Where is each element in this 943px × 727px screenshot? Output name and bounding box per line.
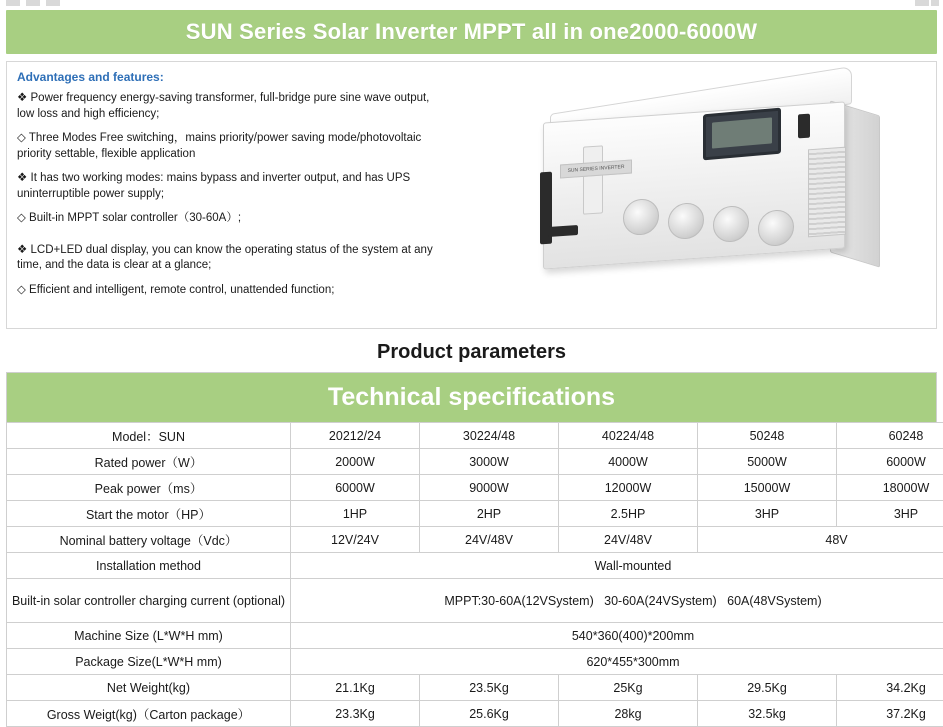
table-cell: 25Kg bbox=[559, 675, 698, 701]
product-title-banner bbox=[6, 10, 937, 54]
inverter-product-photo bbox=[498, 84, 918, 314]
table-cell: Wall-mounted bbox=[291, 553, 943, 579]
feature-item: ❖ Power frequency energy-saving transformer, full-bridge pure sine wave output, low loss and high efficiency; bbox=[17, 91, 437, 122]
feature-item: ❖ It has two working modes: mains bypass and inverter output, and has UPS uninterruptible power supply; bbox=[17, 171, 437, 202]
row-label: Built-in solar controller charging current (optional) bbox=[7, 579, 291, 623]
table-row bbox=[7, 623, 943, 649]
table-cell: 3HP bbox=[698, 501, 837, 527]
inverter-lcd-inner bbox=[712, 117, 772, 148]
table-cell: 34.2Kg bbox=[837, 675, 943, 701]
row-label: Peak power（ms） bbox=[7, 475, 291, 501]
table-cell: 28kg bbox=[559, 701, 698, 727]
table-cell: 1HP bbox=[291, 501, 420, 527]
advantages-panel bbox=[6, 61, 937, 329]
table-cell: 18000W bbox=[837, 475, 943, 501]
row-label: Package Size(L*W*H mm) bbox=[7, 649, 291, 675]
row-label: Net Weight(kg) bbox=[7, 675, 291, 701]
top-strip-tick bbox=[46, 0, 60, 6]
table-row bbox=[7, 649, 943, 675]
table-header-cell: 50248 bbox=[698, 423, 837, 449]
inverter-label: SUN SERIES INVERTER bbox=[560, 159, 632, 178]
inverter-vent bbox=[583, 145, 603, 214]
table-cell: 2000W bbox=[291, 449, 420, 475]
table-header-row bbox=[7, 423, 943, 449]
table-cell: 48V bbox=[698, 527, 943, 553]
table-header-cell: 60248 bbox=[837, 423, 943, 449]
table-cell: 12000W bbox=[559, 475, 698, 501]
advantages-heading: Advantages and features: bbox=[17, 70, 437, 84]
feature-item: ◇ Three Modes Free switching，mains priority/power saving mode/photovoltaic priority settable, flexible application bbox=[17, 131, 437, 162]
table-cell: 21.1Kg bbox=[291, 675, 420, 701]
table-cell: 24V/48V bbox=[420, 527, 559, 553]
table-cell: 25.6Kg bbox=[420, 701, 559, 727]
table-body bbox=[7, 423, 943, 727]
inverter-mount-bracket bbox=[798, 114, 810, 139]
table-row bbox=[7, 501, 943, 527]
advantages-text-block bbox=[17, 70, 437, 307]
table-header-cell: 20212/24 bbox=[291, 423, 420, 449]
table-header-cell: 30224/48 bbox=[420, 423, 559, 449]
table-cell: 23.3Kg bbox=[291, 701, 420, 727]
table-cell: 620*455*300mm bbox=[291, 649, 943, 675]
row-label: Machine Size (L*W*H mm) bbox=[7, 623, 291, 649]
feature-item: ◇ Built-in MPPT solar controller（30-60A）; bbox=[17, 211, 437, 227]
top-strip bbox=[0, 0, 943, 8]
table-cell: 2HP bbox=[420, 501, 559, 527]
row-label: Nominal battery voltage（Vdc） bbox=[7, 527, 291, 553]
row-label: Start the motor（HP） bbox=[7, 501, 291, 527]
top-strip-tick bbox=[915, 0, 929, 6]
table-cell: 540*360(400)*200mm bbox=[291, 623, 943, 649]
top-strip-tick bbox=[26, 0, 40, 6]
table-row bbox=[7, 701, 943, 727]
technical-specifications-title: Technical specifications bbox=[328, 383, 615, 412]
feature-item: ❖ LCD+LED dual display, you can know the operating status of the system at any time, and the data is clear at a glance; bbox=[17, 243, 437, 274]
inverter-grill bbox=[808, 147, 846, 238]
table-row bbox=[7, 553, 943, 579]
table-cell: 6000W bbox=[837, 449, 943, 475]
table-cell: 12V/24V bbox=[291, 527, 420, 553]
feature-item: ◇ Efficient and intelligent, remote control, unattended function; bbox=[17, 283, 437, 299]
technical-specifications-table bbox=[6, 422, 943, 727]
table-cell: 3HP bbox=[837, 501, 943, 527]
row-label: Rated power（W） bbox=[7, 449, 291, 475]
product-title: SUN Series Solar Inverter MPPT all in one2000-6000W bbox=[186, 19, 757, 45]
table-cell: 3000W bbox=[420, 449, 559, 475]
table-cell: 15000W bbox=[698, 475, 837, 501]
table-row bbox=[7, 579, 943, 623]
table-row bbox=[7, 449, 943, 475]
table-cell: 9000W bbox=[420, 475, 559, 501]
table-cell: MPPT:30-60A(12VSystem) 30-60A(24VSystem) 60A(48VSystem) bbox=[291, 579, 943, 623]
table-row bbox=[7, 475, 943, 501]
table-row bbox=[7, 675, 943, 701]
table-header-cell: 40224/48 bbox=[559, 423, 698, 449]
top-strip-tick bbox=[6, 0, 20, 6]
table-cell: 32.5kg bbox=[698, 701, 837, 727]
row-label: Installation method bbox=[7, 553, 291, 579]
table-cell: 5000W bbox=[698, 449, 837, 475]
table-header-cell: Model：SUN bbox=[7, 423, 291, 449]
row-label: Gross Weigt(kg)（Carton package） bbox=[7, 701, 291, 727]
technical-specifications-banner bbox=[6, 372, 937, 422]
product-parameters-heading: Product parameters bbox=[0, 341, 943, 364]
table-cell: 37.2Kg bbox=[837, 701, 943, 727]
table-cell: 23.5Kg bbox=[420, 675, 559, 701]
top-strip-tick bbox=[931, 0, 939, 6]
table-cell: 2.5HP bbox=[559, 501, 698, 527]
inverter-lcd-screen bbox=[703, 108, 781, 161]
table-cell: 6000W bbox=[291, 475, 420, 501]
table-cell: 29.5Kg bbox=[698, 675, 837, 701]
table-cell: 4000W bbox=[559, 449, 698, 475]
table-cell: 24V/48V bbox=[559, 527, 698, 553]
inverter-mount-bracket bbox=[548, 225, 578, 237]
table-row bbox=[7, 527, 943, 553]
